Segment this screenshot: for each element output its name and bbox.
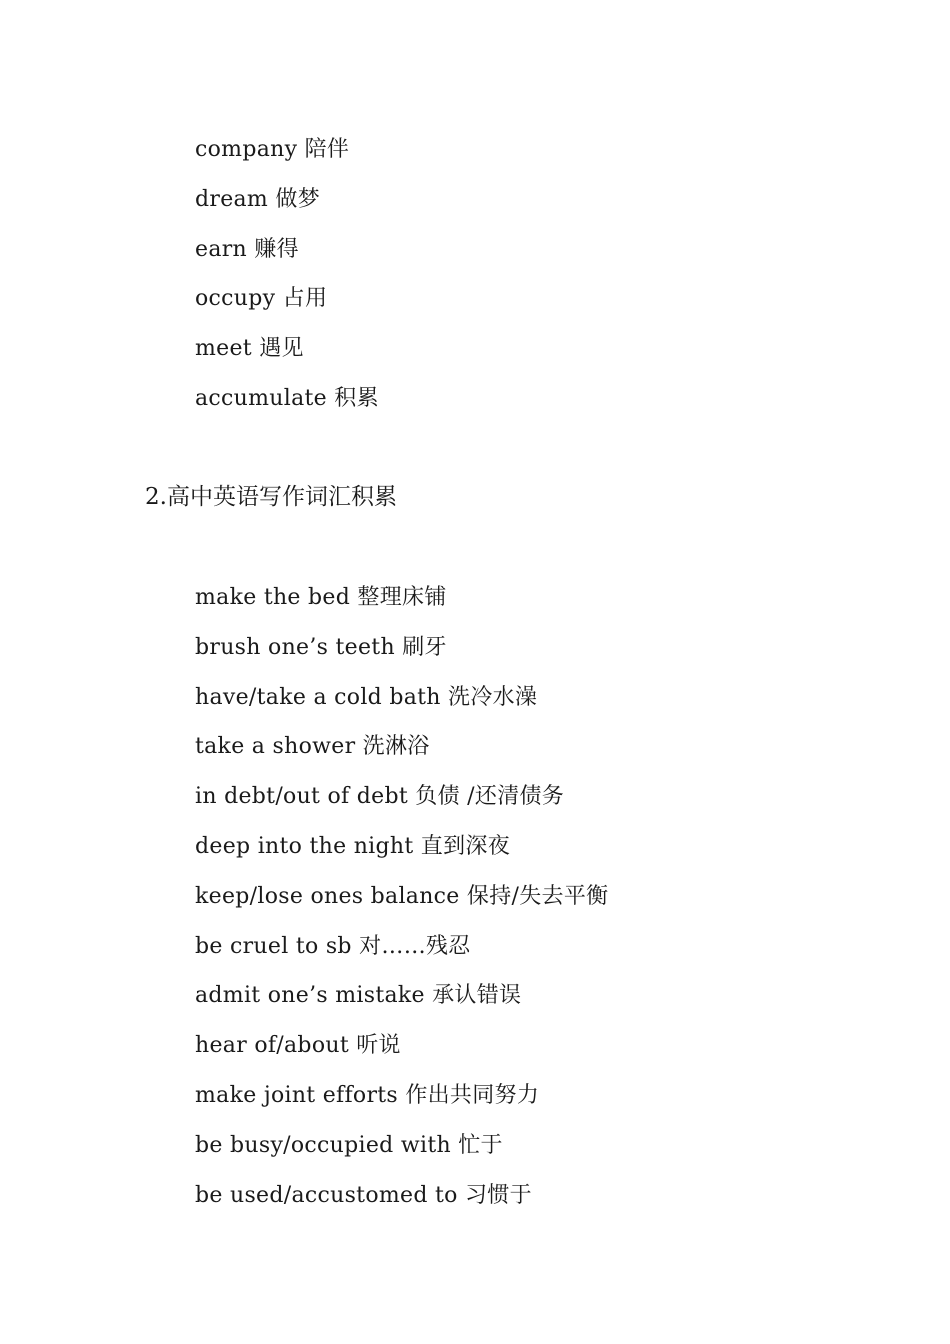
vocab-item: make joint efforts 作出共同努力 (195, 1082, 540, 1108)
vocab-item: in debt/out of debt 负债 /还清债务 (195, 784, 565, 810)
vocab-list-2 (195, 573, 608, 1220)
vocab-item: be used/accustomed to 习惯于 (195, 1182, 532, 1208)
vocab-item: admit one’s mistake 承认错误 (195, 983, 522, 1009)
vocab-item: meet 遇见 (195, 336, 304, 362)
vocab-item: deep into the night 直到深夜 (195, 833, 510, 859)
section-heading: 2.高中英语写作词汇积累 (145, 484, 397, 510)
vocab-item: accumulate 积累 (195, 385, 379, 411)
vocab-item: brush one’s teeth 刷牙 (195, 634, 447, 660)
vocab-item: have/take a cold bath 洗冷水澡 (195, 684, 538, 710)
vocab-list-1 (195, 125, 379, 424)
vocab-item: occupy 占用 (195, 286, 328, 312)
vocab-item: earn 赚得 (195, 236, 299, 262)
vocab-item: hear of/about 听说 (195, 1033, 401, 1059)
vocab-item: keep/lose ones balance 保持/失去平衡 (195, 883, 609, 909)
vocab-item: dream 做梦 (195, 186, 320, 212)
vocab-item: be busy/occupied with 忙于 (195, 1132, 503, 1158)
vocab-item: take a shower 洗淋浴 (195, 734, 430, 760)
vocab-item: be cruel to sb 对……残忍 (195, 933, 471, 959)
vocab-item: make the bed 整理床铺 (195, 585, 447, 610)
vocab-item: company 陪伴 (195, 137, 350, 162)
